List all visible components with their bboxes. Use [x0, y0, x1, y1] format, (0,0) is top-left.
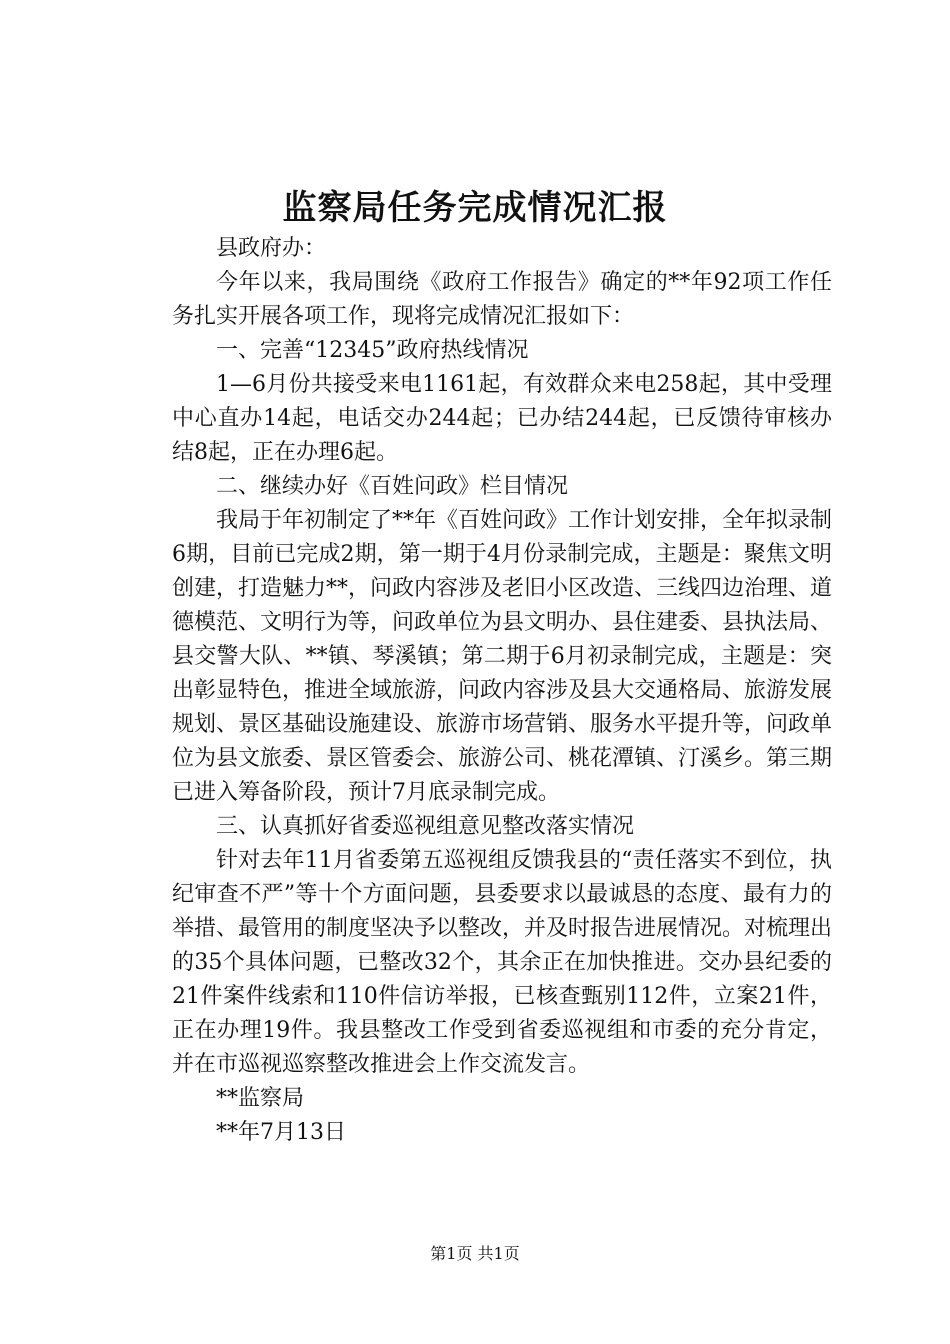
signature-date: **年7月13日	[216, 1120, 346, 1145]
section-heading-2: 二、继续办好《百姓问政》栏目情况	[216, 474, 569, 499]
salutation: 县政府办：	[216, 236, 327, 261]
section-paragraph-2: 我局于年初制定了**年《百姓问政》工作计划安排，全年拟录制6期，目前已完成2期，第一期于4月份录制完成，主题是：聚焦文明创建，打造魅力**，问政内容涉及老旧小区改造、三线四边治理、道德模范、文明行为等，问政单位为县文明办、县住建委、县执法局、县交警大队、**镇、琴溪镇；第二期于6月初录制完成，主题是：突出彰显特色，推进全域旅游，问政内容涉及县大交通格局、旅游发展规划、景区基础设施建设、旅游市场营销、服务水平提升等，问政单位为县文旅委、景区管委会、旅游公司、桃花潭镇、汀溪乡。第三期已进入筹备阶段，预计7月底录制完成。	[172, 508, 833, 805]
intro-paragraph: 今年以来，我局围绕《政府工作报告》确定的**年92项工作任务扎实开展各项工作，现将完成情况汇报如下：	[172, 270, 832, 329]
signature-org: **监察局	[216, 1086, 305, 1111]
section-paragraph-1: 1—6月份共接受来电1161起，有效群众来电258起，其中受理中心直办14起，电话交办244起；已办结244起，已反馈待审核办结8起，正在办理6起。	[172, 372, 832, 465]
page-footer: 第1页 共1页	[430, 1244, 520, 1263]
document-title: 监察局任务完成情况汇报	[282, 188, 668, 228]
section-paragraph-3: 针对去年11月省委第五巡视组反馈我县的“责任落实不到位，执纪审查不严”等十个方面问题，县委要求以最诚恳的态度、最有力的举措、最管用的制度坚决予以整改，并及时报告进展情况。对梳理出的35个具体问题，已整改32个，其余正在加快推进。交办县纪委的21件案件线索和110件信访举报，已核查甄别112件，立案21件，正在办理19件。我县整改工作受到省委巡视组和市委的充分肯定，并在市巡视巡察整改推进会上作交流发言。	[172, 848, 833, 1077]
section-heading-1: 一、完善“12345”政府热线情况	[216, 338, 529, 363]
section-heading-3: 三、认真抓好省委巡视组意见整改落实情况	[216, 814, 635, 839]
document-body	[172, 232, 832, 1150]
